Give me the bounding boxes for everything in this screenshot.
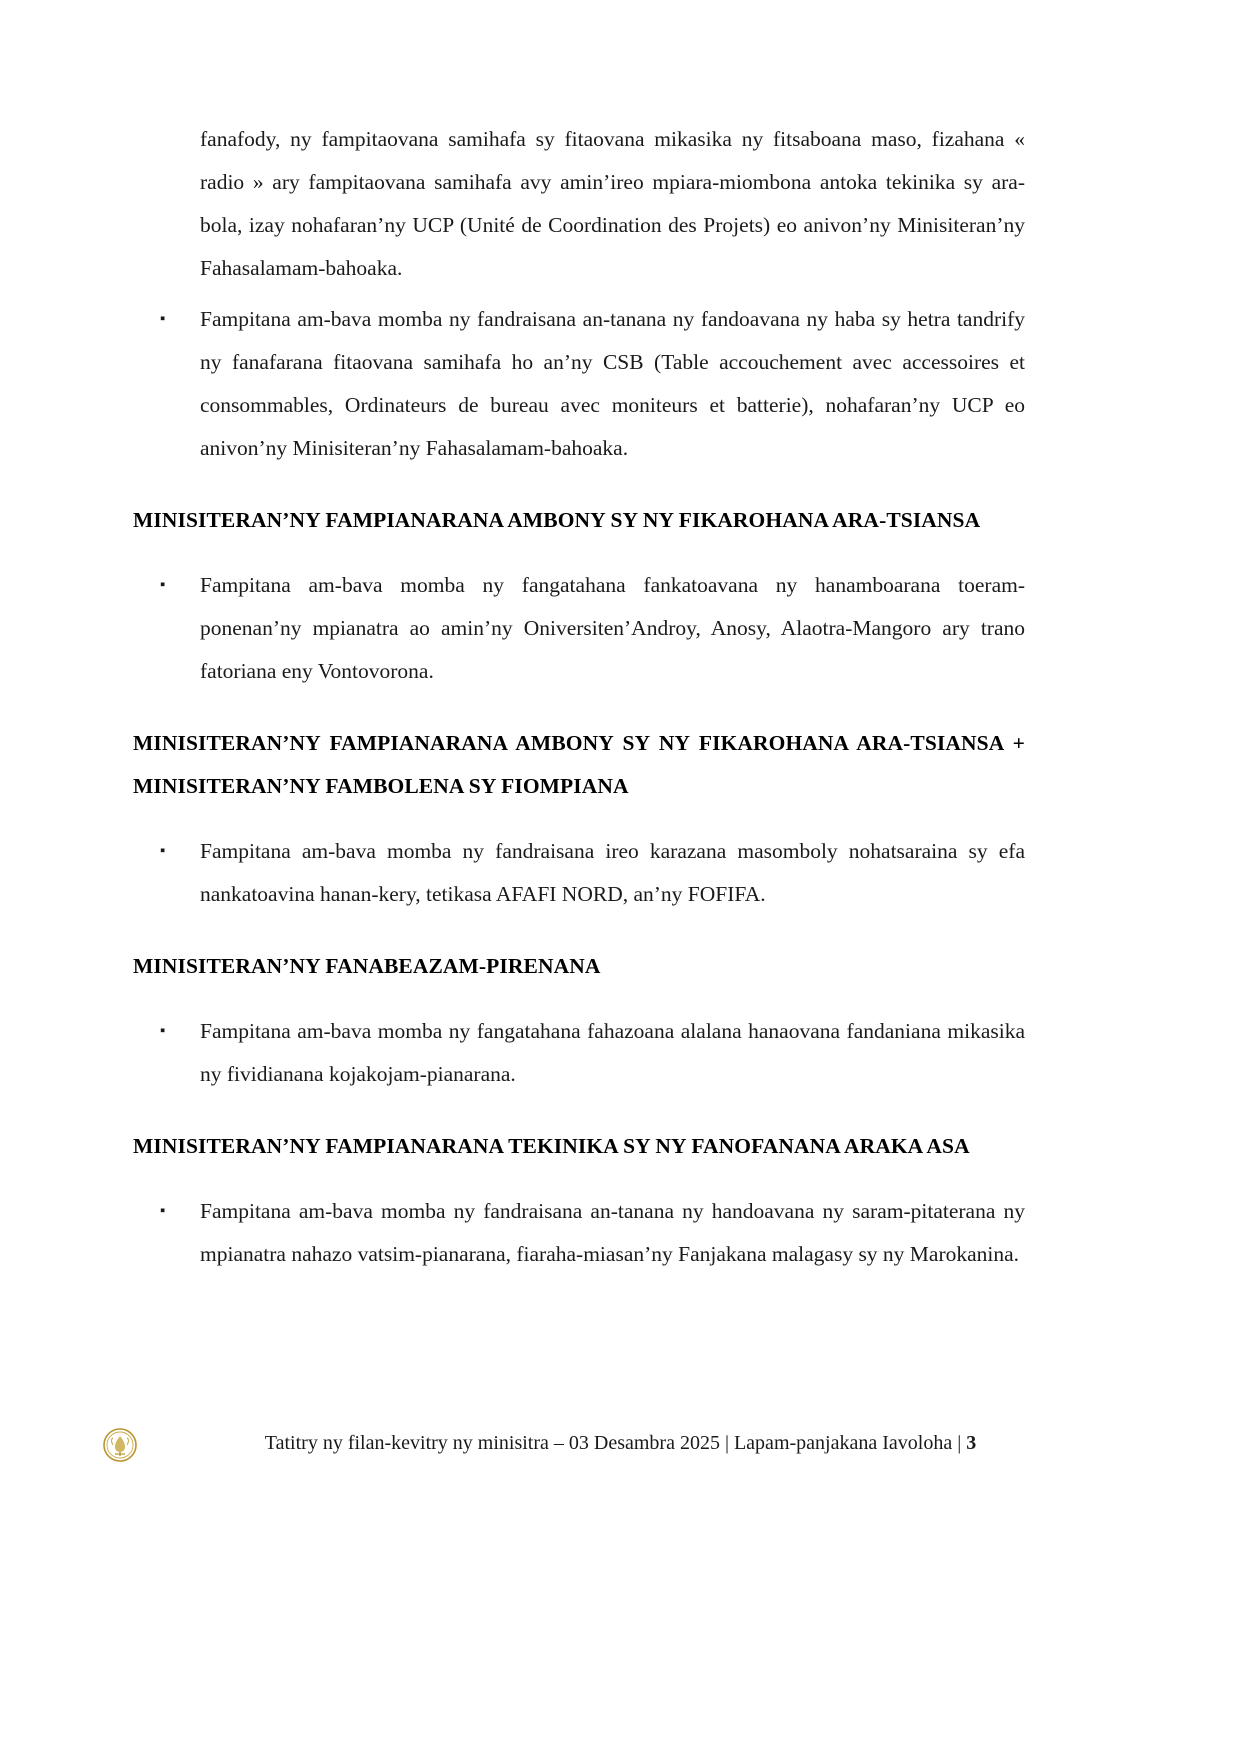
bullet-square-icon: ▪	[160, 577, 166, 593]
page-content	[133, 118, 1025, 1276]
list-item-text: Fampitana am-bava momba ny fangatahana fankatoavana ny hanamboarana toeram-ponenan’ny mpianatra ao amin’ny Oniversiten’Androy, Anosy, Alaotra-Mangoro ary trano fatoriana eny Vontovorona.	[200, 573, 1025, 683]
bullet-marker-icon	[133, 564, 200, 607]
section-heading-higher-education: MINISITERAN’NY FAMPIANARANA AMBONY SY NY FIKAROHANA ARA-TSIANSA	[133, 508, 981, 532]
section-heading-technical-education: MINISITERAN’NY FAMPIANARANA TEKINIKA SY NY FANOFANANA ARAKA ASA	[133, 1134, 970, 1158]
section-heading-higher-education-agriculture: MINISITERAN’NY FAMPIANARANA AMBONY SY NY FIKAROHANA ARA-TSIANSA + MINISITERAN’NY FAMBOLENA SY FIOMPIANA	[133, 731, 1025, 798]
list-item	[133, 564, 1025, 693]
list-item-text: Fampitana am-bava momba ny fangatahana fahazoana alalana hanaovana fandaniana mikasika ny fividianana kojakojam-pianarana.	[200, 1019, 1025, 1086]
bullet-marker-icon	[133, 1190, 200, 1233]
bullet-square-icon: ▪	[160, 1203, 166, 1219]
footer-text: Tatitry ny filan-kevitry ny minisitra – 03 Desambra 2025 | Lapam-panjakana Iavoloha |	[264, 1432, 967, 1454]
body-paragraph: fanafody, ny fampitaovana samihafa sy fitaovana mikasika ny fitsaboana maso, fizahana « radio » ary fampitaovana samihafa avy amin’ireo mpiara-miombona antoka tekinika sy ara-bola, izay nohafaran’ny UCP (Unité de Coordination des Projets) eo anivon’ny Minisiteran’ny Fahasalamam-bahoaka.	[200, 127, 1025, 280]
bullet-square-icon: ▪	[160, 843, 166, 859]
footer-text-wrapper	[265, 1428, 976, 1458]
bullet-marker-icon	[133, 298, 200, 341]
list-item	[133, 1190, 1025, 1276]
list-item-text: Fampitana am-bava momba ny fandraisana ireo karazana masomboly nohatsaraina sy efa nankatoavina hanan-kery, tetikasa AFAFI NORD, an’ny FOFIFA.	[200, 839, 1025, 906]
list-item-text: Fampitana am-bava momba ny fandraisana an-tanana ny handoavana ny saram-pitaterana ny mpianatra nahazo vatsim-pianarana, fiaraha-miasan’ny Fanjakana malagasy sy ny Marokanina.	[200, 1199, 1025, 1266]
bullet-marker-icon	[133, 1010, 200, 1053]
bullet-square-icon: ▪	[160, 311, 166, 327]
bullet-square-icon: ▪	[160, 1023, 166, 1039]
list-item	[133, 1010, 1025, 1096]
section-heading-national-education: MINISITERAN’NY FANABEAZAM-PIRENANA	[133, 954, 601, 978]
bullet-marker-icon	[133, 830, 200, 873]
footer-page-number: 3	[966, 1432, 977, 1454]
list-item	[133, 830, 1025, 916]
page-footer	[0, 1428, 1241, 1458]
list-item-text: Fampitana am-bava momba ny fandraisana an-tanana ny fandoavana ny haba sy hetra tandrify ny fanafarana fitaovana samihafa ho an’ny CSB (Table accouchement avec accessoires et consommables, Ordinateurs de bureau avec moniteurs et batterie), nohafaran’ny UCP eo anivon’ny Minisiteran’ny Fahasalamam-bahoaka.	[200, 307, 1025, 460]
list-item	[133, 298, 1025, 470]
